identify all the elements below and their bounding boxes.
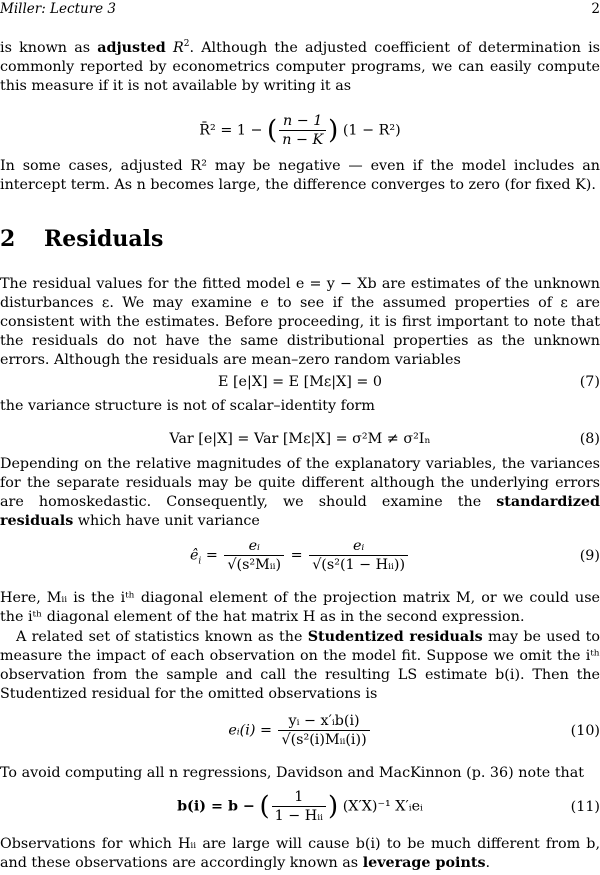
section-number: 2 (0, 226, 16, 252)
fraction: $\frac{\text{eᵢ}}{\text{√(s²Mᵢᵢ)}}$ (224, 537, 284, 574)
page-number: 2 (591, 1, 600, 17)
term-leverage-points: leverage points (362, 855, 486, 871)
term-studentized-residuals: Studentized residuals (307, 629, 483, 645)
fraction: $\frac{\text{eᵢ}}{\text{√(s²(1 − Hᵢᵢ))}}$ (309, 537, 408, 574)
paragraph-leverage: Observations for which Hᵢᵢ are large will cause b(i) to be much different from b, and these observations are accordingly known as leverage points. (0, 836, 600, 871)
fraction: $\frac{\text{yᵢ − x′ᵢb(i)}}{\text{√(s²(i)Mᵢᵢ(i))}}$ (278, 712, 369, 749)
equation-number: (7) (579, 374, 600, 390)
section-heading (0, 226, 164, 252)
equation-number: (10) (570, 723, 600, 739)
equation-11: b(i) = b − ( $\frac{1}{\text{1 − Hᵢᵢ}}$ ) (X′X)⁻¹ X′ᵢeᵢ (11) (177, 789, 600, 824)
section-title: Residuals (44, 226, 164, 252)
equation-number: (11) (570, 799, 600, 815)
paragraph-studentized: A related set of statistics known as the Studentized residuals may be used to measure the impact of each observation on the model fit. Suppose we omit the iᵗʰ observation from the sample and call the resulting LS estimate b(i). Then the Studentized residual for the omitted observations is (0, 629, 600, 702)
paragraph-variance-structure: the variance structure is not of scalar–identity form (0, 398, 375, 414)
term-adjusted: adjusted (97, 40, 166, 56)
paragraph-negative-r2: In some cases, adjusted R² may be negative — even if the model includes an intercept term. As n becomes large, the difference converges to zero (for fixed K). (0, 158, 600, 193)
header-title: Miller: Lecture 3 (0, 1, 117, 17)
term-standardized-residuals: standardized residuals (0, 494, 600, 529)
equation-adjusted-r2: R̄² = 1 − ( $\frac{n - 1}{n - K}$ ) (1 − R²) (199, 113, 401, 148)
paragraph-hat-matrix: Here, Mᵢᵢ is the iᵗʰ diagonal element of the projection matrix M, or we could use the iᵗʰ diagonal element of the hat matrix H as in the second expression. (0, 590, 600, 625)
equation-7: E [e|X] = E [Mε|X] = 0 (7) (217, 374, 600, 390)
paragraph-adjusted-r2: is known as adjusted $R^2$. Although the adjusted coefficient of determination is commonly reported by econometrics computer programs, we can easily compute this measure if it is not available by writing it as (0, 39, 600, 94)
fraction: $\frac{1}{\text{1 − Hᵢᵢ}}$ (272, 788, 326, 825)
paragraph-standardized: Depending on the relative magnitudes of the explanatory variables, the variances for the separate residuals may be quite different although the underlying errors are homoskedastic. Consequently, we should examine the standardized residuals which have unit variance (0, 456, 600, 529)
equation-8: Var [e|X] = Var [Mε|X] = σ²M ≠ σ²Iₙ (8) (169, 431, 600, 447)
equation-number: (9) (579, 548, 600, 564)
running-header (0, 0, 600, 18)
equation-number: (8) (579, 431, 600, 447)
equation-10: eᵢ(i) = $\frac{\text{yᵢ − x′ᵢb(i)}}{\text{√(s²(i)Mᵢᵢ(i))}}$ (10) (228, 713, 600, 748)
paragraph-residuals-intro: The residual values for the fitted model e = y − Xb are estimates of the unknown disturbances ε. We may examine e to see if the assumed properties of ε are consistent with the estimates. Before proceeding, it is first important to note that the residuals do not have the same distributional properties as the unknown errors. Although the residuals are mean–zero random variables (0, 276, 600, 368)
fraction: $\frac{n - 1}{n - K}$ (279, 112, 326, 149)
equation-9: $ê_i$ = $\frac{\text{eᵢ}}{\text{√(s²Mᵢᵢ)}}$ = $\frac{\text{eᵢ}}{\text{√(s²(1 − Hᵢᵢ))}}$ (9) (189, 538, 600, 573)
paragraph-davidson: To avoid computing all n regressions, Davidson and MacKinnon (p. 36) note that (0, 765, 585, 781)
